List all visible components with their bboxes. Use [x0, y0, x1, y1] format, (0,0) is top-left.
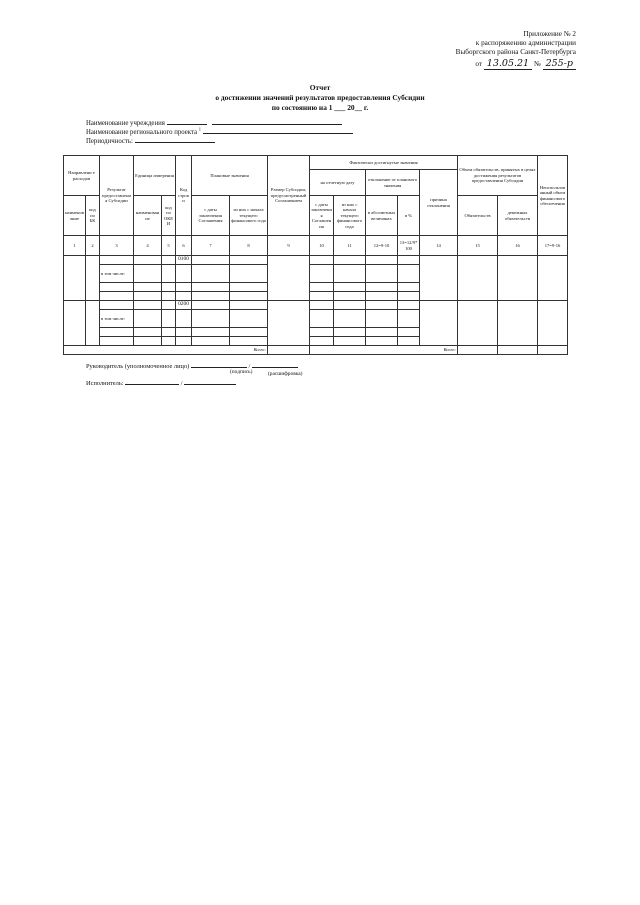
- table-cell: [366, 310, 398, 328]
- col-num: 14: [420, 236, 458, 256]
- th-fact-from-date: с даты заключения Соглашения: [310, 196, 334, 236]
- table-cell: [310, 337, 334, 346]
- col-num: 9: [268, 236, 310, 256]
- table-cell: [230, 301, 268, 310]
- col-num: 12=9-10: [366, 236, 398, 256]
- periodicity-line: [135, 135, 215, 143]
- table-cell: [458, 256, 498, 301]
- project-label: Наименование регионального проекта: [86, 129, 198, 136]
- th-plan-incl: из них с начала текущего финансового года: [230, 196, 268, 236]
- table-cell: [310, 328, 334, 337]
- table-cell: [192, 337, 230, 346]
- total-label: Всего:: [64, 346, 268, 355]
- table-cell: [398, 283, 420, 292]
- th-fact-incl: из них с начала текущего финансового года: [334, 196, 366, 236]
- col-num: 8: [230, 236, 268, 256]
- table-cell: [538, 256, 568, 301]
- table-cell: [310, 310, 334, 328]
- th-fact: Фактически достигнутые значения: [310, 156, 458, 170]
- executor-signature: Исполнитель: /: [86, 377, 236, 387]
- title-line-3: по состоянию на 1 ___ 20__ г.: [271, 103, 369, 112]
- table-cell: [100, 256, 134, 265]
- table-cell: [366, 301, 398, 310]
- col-num: 5: [162, 236, 176, 256]
- table-cell: [100, 328, 134, 337]
- col-num: 7: [192, 236, 230, 256]
- table-cell: [310, 292, 334, 301]
- table-cell: [134, 256, 162, 265]
- table-cell: [134, 328, 162, 337]
- table-cell: [398, 328, 420, 337]
- th-result: Результат предоставления Субсидии: [100, 156, 134, 236]
- th-money: денежных обязательств: [498, 196, 538, 236]
- col-num: 11: [334, 236, 366, 256]
- total-label-2: Всего:: [310, 346, 458, 355]
- table-cell: [366, 292, 398, 301]
- appendix-line-3: Выборгского района Санкт-Петербурга: [455, 48, 576, 57]
- table-cell: [398, 292, 420, 301]
- row-code-0200: 0200: [176, 301, 192, 310]
- order-date: 13.05.21: [484, 58, 532, 70]
- table-cell: [192, 265, 230, 283]
- table-cell: [192, 310, 230, 328]
- total-money-cell: [498, 346, 538, 355]
- table-cell: [334, 256, 366, 265]
- report-title: [0, 83, 640, 113]
- incl-label: в том числе:: [100, 310, 134, 328]
- th-direction: Направлени е расходов: [64, 156, 100, 196]
- table-cell: [230, 337, 268, 346]
- table-cell: [366, 328, 398, 337]
- table-cell: [162, 337, 176, 346]
- th-deviation: отклонение от планового значения: [366, 170, 420, 196]
- table-cell: [366, 283, 398, 292]
- table-cell: [192, 292, 230, 301]
- title-line-2: о достижении значений результатов предоставления Субсидии: [215, 93, 425, 102]
- table-cell: [398, 310, 420, 328]
- from-label: от: [475, 59, 482, 68]
- table-cell: [162, 310, 176, 328]
- th-obl: Обязательств: [458, 196, 498, 236]
- institution-line-1: [167, 117, 207, 125]
- table-cell: [230, 292, 268, 301]
- table-cell: [310, 265, 334, 283]
- incl-label: в том числе:: [100, 265, 134, 283]
- table-cell: [230, 310, 268, 328]
- table-cell: [398, 256, 420, 265]
- executor-label: Исполнитель:: [86, 380, 124, 387]
- table-cell: [334, 265, 366, 283]
- table-cell: [162, 328, 176, 337]
- table-cell: [334, 328, 366, 337]
- th-obligations: Объем обязательств, принятых в целях достижения результатов предоставления Субсидии: [458, 156, 538, 196]
- table-cell: [162, 301, 176, 310]
- total-obl-cell: [458, 346, 498, 355]
- table-cell: [366, 337, 398, 346]
- decode-hint: (расшифровка): [268, 371, 303, 377]
- table-cell: [310, 283, 334, 292]
- table-cell: [230, 283, 268, 292]
- table-cell: [498, 256, 538, 301]
- table-cell: [100, 301, 134, 310]
- table-cell: [176, 283, 192, 292]
- table-cell: [162, 283, 176, 292]
- order-number: 255-р: [543, 58, 576, 70]
- project-line: [203, 126, 353, 134]
- table-cell: [134, 301, 162, 310]
- table-cell: [230, 256, 268, 265]
- table-cell: [458, 301, 498, 346]
- table-cell: [538, 301, 568, 346]
- th-plan-from-date: с даты заключения Соглашения: [192, 196, 230, 236]
- table-cell: [162, 256, 176, 265]
- table-cell: [366, 256, 398, 265]
- row-code-0100: 0100: [176, 256, 192, 265]
- table-cell: [268, 301, 310, 346]
- title-line-1: Отчет: [309, 83, 331, 92]
- table-cell: [86, 301, 100, 346]
- table-cell: [398, 265, 420, 283]
- table-cell: [100, 292, 134, 301]
- col-num: 3: [100, 236, 134, 256]
- table-cell: [162, 265, 176, 283]
- executor-decode-line: [184, 377, 236, 385]
- table-cell: [134, 292, 162, 301]
- appendix-header: [456, 30, 576, 69]
- total-size-cell: [268, 346, 310, 355]
- th-size: Размер Субсидии, предусмотренный Соглашением: [268, 156, 310, 236]
- col-num: 1: [64, 236, 86, 256]
- table-cell: [310, 256, 334, 265]
- th-report-date: на отчетную дату: [310, 170, 366, 196]
- table-cell: [134, 283, 162, 292]
- table-cell: [64, 301, 86, 346]
- th-unit-name: наименование: [134, 196, 162, 236]
- th-reason: причина отклонения: [420, 170, 458, 236]
- table-cell: [498, 301, 538, 346]
- table-cell: [134, 265, 162, 283]
- th-unused: Неиспользованный объем финансового обеспечения: [538, 156, 568, 236]
- col-num: 10: [310, 236, 334, 256]
- head-sign-line: [191, 360, 247, 368]
- col-num: 6: [176, 236, 192, 256]
- table-cell: [334, 283, 366, 292]
- periodicity-label: Периодичность:: [86, 138, 133, 145]
- col-num: 15: [458, 236, 498, 256]
- head-label: Руководитель (уполномоченное лицо): [86, 363, 190, 370]
- col-num: 17=9-16: [538, 236, 568, 256]
- table-cell: [134, 337, 162, 346]
- table-cell: [366, 265, 398, 283]
- appendix-label: Приложение № 2: [523, 30, 576, 38]
- sign-hint: (подпись): [230, 369, 253, 375]
- total-unused-cell: [538, 346, 568, 355]
- table-cell: [162, 292, 176, 301]
- table-cell: [420, 256, 458, 301]
- table-cell: [176, 265, 192, 283]
- table-cell: [86, 256, 100, 301]
- col-num: 16: [498, 236, 538, 256]
- table-cell: [192, 301, 230, 310]
- table-cell: [192, 283, 230, 292]
- table-cell: [64, 256, 86, 301]
- head-decode-line: [252, 360, 298, 368]
- col-num: 13=12/9*100: [398, 236, 420, 256]
- number-label: №: [533, 59, 541, 68]
- table-cell: [176, 310, 192, 328]
- appendix-date-line: [456, 59, 576, 69]
- th-kbk: код по БК: [86, 196, 100, 236]
- col-num: 2: [86, 236, 100, 256]
- table-cell: [420, 301, 458, 346]
- table-cell: [334, 301, 366, 310]
- table-cell: [310, 301, 334, 310]
- executor-sign-line: [125, 377, 179, 385]
- th-code: Код строки: [176, 156, 192, 236]
- th-plan: Плановые значения: [192, 156, 268, 196]
- table-cell: [100, 337, 134, 346]
- table-cell: [334, 310, 366, 328]
- th-abs: в абсолютных величинах: [366, 196, 398, 236]
- appendix-line-2: к распоряжению администрации: [475, 39, 576, 48]
- table-cell: [192, 256, 230, 265]
- institution-line-2: [212, 117, 342, 125]
- table-cell: [398, 337, 420, 346]
- table-cell: [334, 292, 366, 301]
- table-cell: [176, 337, 192, 346]
- report-table: [63, 155, 568, 355]
- table-cell: [176, 328, 192, 337]
- table-cell: [134, 310, 162, 328]
- institution-label: Наименование учреждения: [86, 120, 165, 127]
- table-cell: [176, 292, 192, 301]
- th-unit: Единица измерения: [134, 156, 176, 196]
- th-pct: в %: [398, 196, 420, 236]
- table-cell: [230, 265, 268, 283]
- periodicity-field: [86, 135, 215, 145]
- col-num: 4: [134, 236, 162, 256]
- table-cell: [100, 283, 134, 292]
- th-name: наименование: [64, 196, 86, 236]
- table-cell: [334, 337, 366, 346]
- head-signature: Руководитель (уполномоченное лицо) /: [86, 360, 298, 370]
- table-cell: [192, 328, 230, 337]
- table-cell: [230, 328, 268, 337]
- project-footnote: 1: [198, 126, 202, 132]
- table-cell: [268, 256, 310, 301]
- table-cell: [398, 301, 420, 310]
- th-okei: код по ОКЕИ: [162, 196, 176, 236]
